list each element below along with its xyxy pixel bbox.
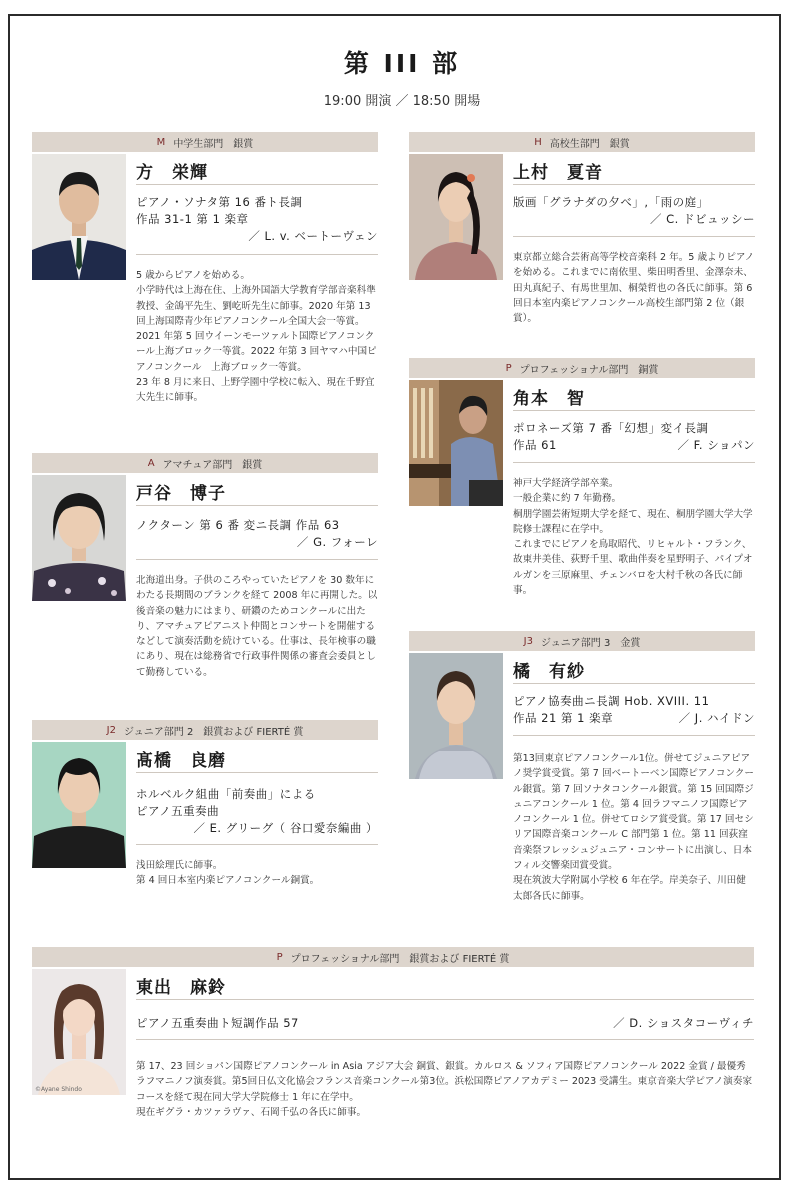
piece-title-line: ホルベルク組曲「前奏曲」による xyxy=(136,787,316,801)
piece-title-line: 作品 31-1 第 1 楽章 xyxy=(136,212,249,226)
piece-info xyxy=(136,194,378,245)
division-label: プロフェッショナル部門 銅賞 xyxy=(519,364,659,376)
division-bar xyxy=(409,358,755,378)
performer-name: 橘 有紗 xyxy=(513,662,585,682)
performer-card-kadomoto xyxy=(409,358,755,608)
divider xyxy=(136,254,378,255)
composer: ／ F. ショパン xyxy=(677,438,755,452)
performer-photo xyxy=(32,742,126,868)
performer-card-tachibana xyxy=(409,631,755,921)
divider xyxy=(136,772,378,773)
performer-bio: 北海道出身。子供のころやっていたピアノを 30 数年にわたる長期間のブランクを経て 2008 年に再開した。以後音楽の魅力にはまり、研鑽のためコンクールに出たり、アマチュアピアニスト仲間とコンサートを開催するなどして演奏活動を続けている。仕事は、長年検事の職にあり、現在は総務省で行政事件関係の審査会委員として勤務している。 xyxy=(136,575,378,678)
divider xyxy=(513,735,755,736)
page-subtitle: 19:00 開演 ／ 18:50 開場 xyxy=(323,94,481,109)
performer-name: 角本 智 xyxy=(513,389,585,409)
piece-info xyxy=(513,693,755,727)
division-code: P xyxy=(276,951,283,963)
performer-photo xyxy=(409,653,503,779)
composer: ／ D. ショスタコーヴィチ xyxy=(613,1016,754,1030)
performer-name: 戸谷 博子 xyxy=(136,484,226,504)
performer-name: 髙橋 良磨 xyxy=(136,751,226,771)
piece-info xyxy=(136,786,378,837)
performer-card-toya xyxy=(32,453,378,703)
performer-bio: 第 17、23 回ショパン国際ピアノコンクール in Asia アジア大会 銅賞、銀賞。カルロス & ソフィア国際ピアノコンクール 2022 金賞 / 最優秀ラフマニノフ演奏賞。第5回日仏文化協会フランス音楽コンクール第3位。浜松国際ピアノアカデミー 2023 受講生。東京音楽大学ピアノ演奏家コースを経て現在同大学大学院修士 1 年に在学中。 現在ギグラ・カツァラヴァ、石岡千弘の各氏に師事。 xyxy=(136,1061,753,1118)
division-code: H xyxy=(534,136,542,148)
division-bar xyxy=(32,453,378,473)
divider xyxy=(136,559,378,560)
division-code: A xyxy=(147,457,155,469)
division-code: J3 xyxy=(523,635,533,647)
piece-title-line: ポロネーズ第 7 番「幻想」変イ長調 xyxy=(513,421,709,435)
division-bar xyxy=(32,132,378,152)
divider xyxy=(513,410,755,411)
performer-photo xyxy=(409,380,503,506)
performer-card-takahashi xyxy=(32,720,378,910)
divider xyxy=(136,505,378,506)
divider xyxy=(513,184,755,185)
performer-bio: 神戸大学経済学部卒業。 一般企業に約 7 年勤務。 桐朋学園芸術短期大学を経て、現在、桐朋学園大学大学院修士課程に在学中。 これまでにピアノを鳥取昭代、リヒャルト・フランク、故東井美佳、荻野千里、歌曲伴奏を星野明子、パイプオルガンを三原麻里、チェンバロを大村千秋の各氏に師事。 xyxy=(513,478,753,597)
performer-name: 上村 夏音 xyxy=(513,163,603,183)
division-label: アマチュア部門 銀賞 xyxy=(162,459,263,471)
division-label: 中学生部門 銀賞 xyxy=(173,138,254,150)
divider xyxy=(136,999,754,1000)
performer-bio: 5 歳からピアノを始める。 小学時代は上海在住、上海外国語大学教育学部音楽科準教授、金鴿平先生、劉屹昕先生に師事。2020 年第 13 回上海国際青少年ピアノコンクール全国大会一等賞。2021 年第 5 回ウイーンモーツァルト国際ピアノコンクール上海ブロック一等賞。2022 年第 3 回ヤマハ中国ピアノコンクール 上海ブロック一等賞。 23 年 8 月に来日、上野学園中学校に転入、現在千野宜大先生に師事。 xyxy=(136,270,377,404)
divider xyxy=(513,236,755,237)
divider xyxy=(136,1039,754,1040)
piece-title-line: ノクターン 第 6 番 変ニ長調 作品 63 xyxy=(136,518,340,532)
piece-title-line: ピアノ五重奏曲ト短調作品 57 xyxy=(136,1016,299,1030)
photo-credit: ©Ayane Shindo xyxy=(35,1086,82,1093)
division-label: プロフェッショナル部門 銀賞および FIERTÉ 賞 xyxy=(290,953,510,965)
composer: ／ L. v. ベートーヴェン xyxy=(248,229,378,243)
piece-info xyxy=(513,420,755,454)
division-label: ジュニア部門 3 金賞 xyxy=(540,637,641,649)
division-code: M xyxy=(156,136,166,148)
piece-title-line: 版画「グラナダの夕べ」,「雨の庭」 xyxy=(513,195,709,209)
performer-card-higashide xyxy=(32,947,754,1127)
divider xyxy=(513,462,755,463)
division-code: P xyxy=(505,362,512,374)
performer-card-uemura xyxy=(409,132,755,332)
performer-card-fang xyxy=(32,132,378,432)
division-bar xyxy=(409,631,755,651)
performer-name: 方 栄輝 xyxy=(136,163,208,183)
composer: ／ J. ハイドン xyxy=(678,711,755,725)
performer-photo xyxy=(32,475,126,601)
piece-title-line: 作品 21 第 1 楽章 xyxy=(513,711,614,725)
division-bar xyxy=(32,720,378,740)
performer-photo xyxy=(409,154,503,280)
composer: ／ E. グリーグ（ 谷口愛奈編曲 ） xyxy=(193,821,378,835)
division-code: J2 xyxy=(106,724,116,736)
performer-bio: 第13回東京ピアノコンクール1位。併せてジュニアピアノ奨学賞受賞。第 7 回ベートーベン国際ピアノコンクール銀賞。第 7 回ソナタコンクール銀賞。第 15 回国際ジュニアコンクール 1 位。第 4 回ラフマニノフ国際ピアノコンクール 1 位。併せてロシア賞受賞。第 17 回セシリア国際音楽コンクール C 部門第 1 位。第 11 回荻窪音楽祭フレッシュジュニア・コンサートに出演し、日本フィル交響楽団賞受賞。 現在筑波大学附属小学校 6 年在学。岸美奈子、川田健太郎各氏に師事。 xyxy=(513,753,755,902)
divider xyxy=(136,184,378,185)
piece-title-line: ピアノ・ソナタ第 16 番ト長調 xyxy=(136,195,303,209)
performer-name: 東出 麻鈴 xyxy=(136,978,226,998)
division-bar xyxy=(409,132,755,152)
piece-info xyxy=(136,1015,754,1032)
division-bar xyxy=(32,947,754,967)
piece-info xyxy=(136,517,378,551)
piece-title-line: ピアノ協奏曲ニ長調 Hob. XVIII. 11 xyxy=(513,694,710,708)
performer-bio: 浅田絵理氏に師事。 第 4 回日本室内楽ピアノコンクール銅賞。 xyxy=(136,860,320,887)
division-label: ジュニア部門 2 銀賞および FIERTÉ 賞 xyxy=(123,726,304,738)
performer-bio: 東京都立総合芸術高等学校音楽科 2 年。5 歳よりピアノを始める。これまでに南依里、柴田明香里、金澤奈未、田丸真紀子、有馬世里加、桐榮哲也の各氏に師事。第 6 回日本室内楽ピアノコンクール高校生部門第 2 位（銀賞）。 xyxy=(513,252,755,325)
page-title: 第 III 部 xyxy=(343,49,461,78)
piece-info xyxy=(513,194,755,228)
divider xyxy=(513,683,755,684)
piece-title-line: 作品 61 xyxy=(513,438,557,452)
performer-photo xyxy=(32,154,126,280)
composer: ／ C. ドビュッシー xyxy=(650,212,755,226)
performer-photo xyxy=(32,969,126,1095)
divider xyxy=(136,844,378,845)
piece-title-line: ピアノ五重奏曲 xyxy=(136,804,220,818)
composer: ／ G. フォーレ xyxy=(296,535,378,549)
division-label: 高校生部門 銀賞 xyxy=(549,138,630,150)
